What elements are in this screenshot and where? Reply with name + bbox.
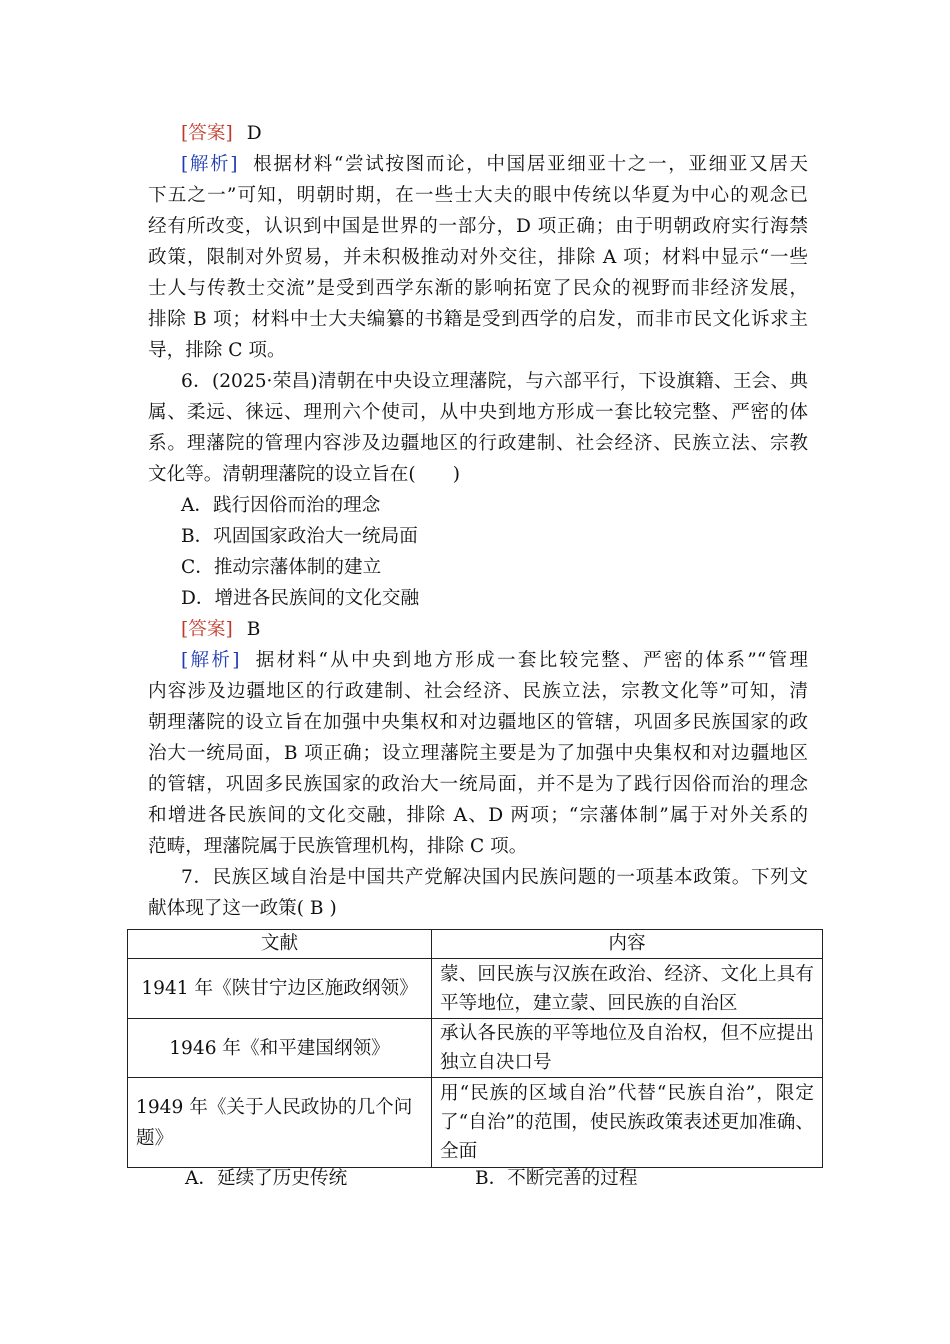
- table-row: [128, 959, 823, 1019]
- q6-analysis-line: [解析] 据材料“从中央到地方形成一套比较完整、严密的体系”“管理: [181, 650, 808, 671]
- table-row: [128, 1019, 823, 1078]
- documents-table: [127, 929, 823, 1168]
- q6-option-b: B．巩固国家政治大一统局面: [181, 526, 418, 547]
- q6-analysis-line: 朝理藩院的设立旨在加强中央集权和对边疆地区的管辖，巩固多民族国家的政: [148, 712, 808, 733]
- answer-tag: [答案]: [181, 123, 233, 144]
- document-body: [148, 118, 808, 924]
- table-cell-document: 1949 年《关于人民政协的几个问题》: [128, 1078, 432, 1168]
- q6-analysis-line: 的管辖，巩固多民族国家的政治大一统局面，并不是为了践行因俗而治的理念: [148, 774, 808, 795]
- q5-analysis-line: 政策，限制对外贸易，并未积极推动对外交往，排除 A 项；材料中显示“一些: [148, 247, 808, 268]
- q7-stem-line: 献体现了这一政策( B ): [148, 898, 337, 919]
- q7-stem-line: 7．民族区域自治是中国共产党解决国内民族问题的一项基本政策。下列文: [181, 867, 808, 888]
- q6-stem-line: 属、柔远、徕远、理刑六个使司，从中央到地方形成一套比较完整、严密的体: [148, 402, 808, 423]
- table-cell-content: 用“民族的区域自治”代替“民族自治”，限定了“自治”的范围，使民族政策表述更加准确、全面: [432, 1078, 823, 1168]
- q6-analysis-line: 治大一统局面，B 项正确；设立理藩院主要是为了加强中央集权和对边疆地区: [148, 743, 808, 764]
- q5-analysis-line: 下五之一”可知，明朝时期，在一些士大夫的眼中传统以华夏为中心的观念已: [148, 185, 808, 206]
- q6-stem-line: 文化等。清朝理藩院的设立旨在( ): [148, 464, 461, 485]
- q6-analysis-line: 和增进各民族间的文化交融，排除 A、D 两项；“宗藩体制”属于对外关系的: [148, 805, 808, 826]
- q7-option-b: B．不断完善的过程: [475, 1168, 638, 1189]
- q6-option-a: A．践行因俗而治的理念: [181, 495, 381, 516]
- q5-analysis-line: 经有所改变，认识到中国是世界的一部分，D 项正确；由于明朝政府实行海禁: [148, 216, 808, 237]
- table-cell-content: 承认各民族的平等地位及自治权，但不应提出独立自决口号: [432, 1019, 823, 1078]
- table-cell-content: 蒙、回民族与汉族在政治、经济、文化上具有平等地位，建立蒙、回民族的自治区: [432, 959, 823, 1019]
- q5-analysis-line: 导，排除 C 项。: [148, 340, 286, 361]
- q6-stem-line: 6．(2025·荣昌)清朝在中央设立理藩院，与六部平行，下设旗籍、王会、典: [181, 371, 808, 392]
- q5-analysis-line: [解析] 根据材料“尝试按图而论，中国居亚细亚十之一，亚细亚又居天: [181, 154, 808, 175]
- answer-value: B: [246, 619, 261, 640]
- table-header-cell: 内容: [432, 930, 823, 959]
- q7-option-a: A．延续了历史传统: [185, 1168, 348, 1189]
- table-header-cell: 文献: [128, 930, 432, 959]
- table-header-row: [128, 930, 823, 959]
- q6-answer-line: [148, 614, 808, 645]
- q6-analysis-line: 内容涉及边疆地区的行政建制、社会经济、民族立法，宗教文化等”可知，清: [148, 681, 808, 702]
- q6-option-c: C．推动宗藩体制的建立: [181, 557, 382, 578]
- answer-tag: [答案]: [181, 619, 233, 640]
- q6-analysis-line: 范畴，理藩院属于民族管理机构，排除 C 项。: [148, 836, 528, 857]
- q6-stem-line: 系。理藩院的管理内容涉及边疆地区的行政建制、社会经济、民族立法、宗教: [148, 433, 808, 454]
- q6-option-d: D．增进各民族间的文化交融: [181, 588, 420, 609]
- table-row: [128, 1078, 823, 1168]
- analysis-tag: [解析]: [181, 650, 240, 671]
- q5-analysis-line: 士人与传教士交流”是受到西学东渐的影响拓宽了民众的视野而非经济发展，: [148, 278, 808, 299]
- q5-answer-line: [148, 118, 808, 149]
- table-cell-document: 1941 年《陕甘宁边区施政纲领》: [128, 959, 432, 1019]
- analysis-tag: [解析]: [181, 154, 238, 175]
- answer-value: D: [246, 123, 262, 144]
- q5-analysis-line: 排除 B 项；材料中士大夫编纂的书籍是受到西学的启发，而非市民文化诉求主: [148, 309, 808, 330]
- table-cell-document: 1946 年《和平建国纲领》: [128, 1019, 432, 1078]
